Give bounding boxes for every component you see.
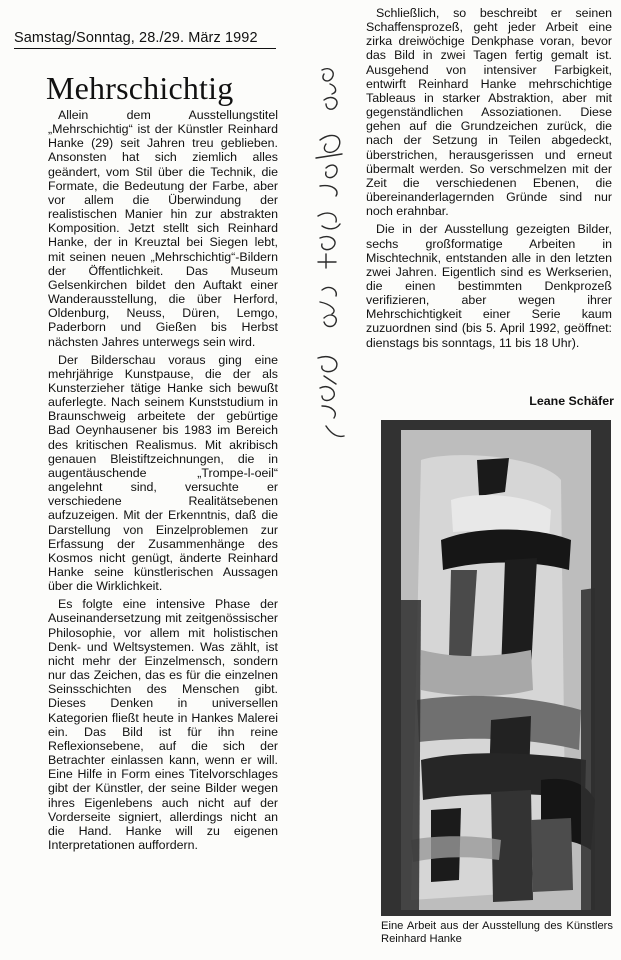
photo-caption: Eine Arbeit aus der Ausstellung des Künstlers Reinhard Hanke — [381, 920, 613, 945]
paragraph: Der Bilderschau voraus ging eine mehrjährige Kunstpause, die der als Kunsterzieher tätige Hanke sich bewußt auferlegte. Nach seinem Kunststudium in Braunschweig arbeitete der gebürtige Bad Oeynhausener bis 1983 im Bereich des kritischen Realismus. Mit akribisch genauen Bleistiftzeichnungen, die in augentäuschende „Trompe-l-oeil“ angelehnt sind, versuchte er verschiedene Realitätsebenen aufzuzeigen. Mit der Erkenntnis, daß die Darstellung von Einzelproblemen zur Erfassung der Zusammenhänge des Kosmos nicht genügt, änderte Reinhard Hanke seine künstlerischen Aussagen über die Wirklichkeit. — [48, 352, 278, 594]
handwritten-source-note — [300, 40, 360, 460]
paragraph: Die in der Ausstellung gezeigten Bilder, sechs großformatige Arbeiten in Mischtechnik, entstanden alle in den letzten zwei Jahren. Eigentlich sind es Werkserien, die einen bestimmten Denkprozeß verifizieren, aber wegen ihrer Mehrschichtigkeit einer Serie kaum zuzuordnen sind (bis 5. April 1992, geöffnet: dienstags bis sonntags, 11 bis 18 Uhr). — [366, 222, 612, 350]
abstract-painting-image — [381, 420, 611, 916]
paragraph: Schließlich, so beschreibt er seinen Schaffensprozeß, geht jeder Arbeit eine zirka dreiwöchige Denkphase voran, bevor das Bild in zwei Tagen fertig gemalt ist. Ausgehend von intensiver Farbigkeit, entwirft Reinhard Hanke mehrschichtige Tableaus in starker Abstraktion, aber mit gegenständlichen Assoziationen. Diese gehen auf die Grundzeichen zurück, die nach der Setzung in Teilen abgedeckt, überstrichen, herausgerissen und erneut übermalt werden. So verschmelzen mit der Zeit die verschiedenen Ebenen, die übereinanderlagernden Gründe sind nur noch erahnbar. — [366, 6, 612, 219]
paragraph: Allein dem Ausstellungstitel „Mehrschichtig“ ist der Künstler Reinhard Hanke (29) seit Jahren treu geblieben. Ansonsten hat sich ziemlich alles geändert, vom Stil über die Technik, die Formate, die Bedeutung der Farbe, aber vor allem die Überwindung der realistischen Manier hin zur abstrakten Komposition. Jetzt stellt sich Reinhard Hanke, der in Kreuztal bei Siegen lebt, mit seinen neuen „Mehrschichtig“-Bildern der Öffentlichkeit. Das Museum Gelsenkirchen bildet den Auftakt einer Wanderausstellung, die über Herford, Oldenburg, Neuss, Düren, Lemgo, Paderborn und Gießen bis Herbst nächsten Jahres unterwegs sein wird. — [48, 108, 278, 349]
article-column-right — [366, 6, 612, 350]
headline: Mehrschichtig — [46, 70, 234, 106]
article-column-left — [48, 108, 278, 852]
paragraph: Es folgte eine intensive Phase der Auseinandersetzung mit zeitgenössischer Philosophie, vor allem mit holistischen Denk- und Weltsystemen. Was zählt, ist nicht mehr der Einzelmensch, sondern nur das Zeichen, das es für die einzelnen Seinsschichten des Menschen gibt. Dieses Denken in universellen Kategorien fließt heute in Hankes Malerei ein. Das Bild ist für ihn reine Reflexionsebene, auf die sich der Betrachter einlassen kann, wenn er will. Eine Hilfe in Form eines Titelvorschlages gibt der Künstler, der seine Bilder wegen ihres Eigenlebens auch nicht auf der Vorderseite signiert, allerdings nicht an die Hand. Hanke will zu eigenen Interpretationen auffordern. — [48, 597, 278, 852]
dateline: Samstag/Sonntag, 28./29. März 1992 — [14, 30, 276, 49]
artwork-photo — [381, 420, 611, 916]
author-byline: Leane Schäfer — [529, 394, 614, 408]
